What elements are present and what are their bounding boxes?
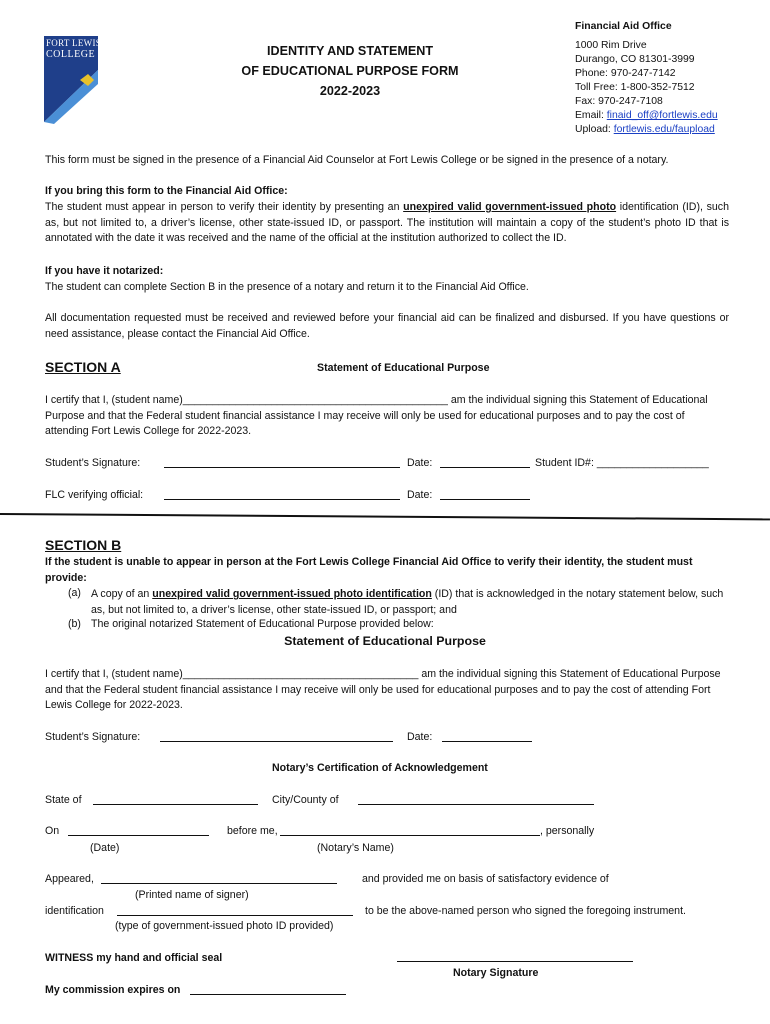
flc-date-line[interactable]: [440, 499, 530, 500]
item-a-marker: (a): [68, 587, 81, 599]
identification-label: identification: [45, 905, 104, 917]
state-label: State of: [45, 794, 82, 806]
section-b-intro: If the student is unable to appear in person at the Fort Lewis College Financial Aid Office to verify their identity, the student must provide:: [45, 556, 693, 584]
section-a-signature-line[interactable]: [164, 467, 400, 468]
section-a-student-id[interactable]: Student ID#: ___________________: [535, 457, 709, 469]
identification-line[interactable]: [117, 915, 353, 916]
section-b-signature-line[interactable]: [160, 741, 393, 742]
email-line: [575, 110, 718, 121]
evidence-text: and provided me on basis of satisfactory evidence of: [362, 873, 609, 885]
flc-official-label: FLC verifying official:: [45, 489, 144, 501]
notary-signature-caption: Notary Signature: [453, 967, 539, 979]
section-b-certify: I certify that I, (student name)________________________________________ am the individual signing this Statement of Educational Purpose and that the Federal student financial assistance I may receive will only be used for educational purposes and to pay the cost of attending Fort Lewis College for 2022-2023.: [45, 668, 721, 712]
office-instructions-text: [45, 200, 729, 247]
office-name: Financial Aid Office: [575, 21, 672, 32]
witness-text: WITNESS my hand and official seal: [45, 952, 223, 964]
form-title-year: 2022-2023: [319, 84, 381, 98]
logo-text-line1: FORT LEWIS: [46, 38, 102, 48]
appeared-line[interactable]: [101, 883, 337, 884]
date-caption: (Date): [90, 842, 120, 854]
to-be-text: to be the above-named person who signed the foregoing instrument.: [365, 905, 686, 917]
commission-label: My commission expires on: [45, 984, 181, 996]
notary-heading: Notary’s Certification of Acknowledgement: [272, 762, 488, 774]
phone: Phone: 970-247-7142: [575, 68, 676, 79]
notarized-heading: If you have it notarized:: [45, 265, 164, 277]
flc-official-line[interactable]: [164, 499, 400, 500]
appeared-label: Appeared,: [45, 873, 94, 885]
section-a-heading: SECTION A: [45, 359, 121, 375]
printed-name-caption: (Printed name of signer): [135, 889, 249, 901]
office-instructions-heading: If you bring this form to the Financial Aid Office:: [45, 185, 288, 197]
office-text-part1: The student must appear in person to verify their identity by presenting an: [45, 201, 404, 213]
fax: Fax: 970-247-7108: [575, 96, 663, 107]
documentation-note: All documentation requested must be received and reviewed before your financial aid can be finalized and disbursed. If you have questions or need assistance, please contact the Financial Aid Office.: [45, 312, 729, 340]
upload-label: Upload:: [575, 124, 614, 135]
county-line[interactable]: [358, 804, 594, 805]
section-a-date-label: Date:: [407, 457, 433, 469]
section-b-date-label: Date:: [407, 731, 433, 743]
before-me-label: before me,: [227, 825, 278, 837]
state-line[interactable]: [93, 804, 258, 805]
address-line2: Durango, CO 81301-3999: [575, 54, 695, 65]
address-line1: 1000 Rim Drive: [575, 40, 647, 51]
item-a-part1: A copy of an: [91, 588, 153, 600]
county-label: City/County of: [272, 794, 339, 806]
notary-name-caption: (Notary’s Name): [317, 842, 394, 854]
item-a-part2: (ID) that is acknowledged in the notary statement below, such as, but not limited to, a driver’s license, other state-issued ID, or passport; and: [91, 588, 724, 616]
toll-free: Toll Free: 1-800-352-7512: [575, 82, 695, 93]
email-label: Email:: [575, 110, 607, 121]
section-b-subtitle: Statement of Educational Purpose: [284, 634, 486, 648]
office-text-emphasis: unexpired valid government-issued photo: [403, 201, 617, 213]
item-b-text: The original notarized Statement of Educational Purpose provided below:: [91, 618, 434, 630]
personally-label: , personally: [540, 825, 595, 837]
office-text-part2: identification (ID), such as, but not limited to, a driver’s license, other state-issued ID, or passport. The institution will maintain a copy of the student’s photo ID that is annotated with the date it was received and the name of the official at the institution authorized to collect the ID.: [45, 201, 729, 245]
intro-presence-note: This form must be signed in the presence of a Financial Aid Counselor at Fort Lewis College or be signed in the presence of a notary.: [45, 154, 669, 166]
commission-line[interactable]: [190, 994, 346, 995]
notary-signature-line[interactable]: [397, 961, 633, 962]
form-title-line1: IDENTITY AND STATEMENT: [266, 44, 434, 58]
upload-line: [575, 124, 715, 135]
section-b-signature-label: Student’s Signature:: [45, 731, 141, 743]
section-a-date-line[interactable]: [440, 467, 530, 468]
on-label: On: [45, 825, 60, 837]
section-b-date-line[interactable]: [442, 741, 532, 742]
section-a-certify: I certify that I, (student name)_____________________________________________ am the individual signing this Statement of Educational Purpose and that the Federal student financial assistance I may receive will only be used for educational purposes and to pay the cost of attending Fort Lewis College for 2022-2023.: [45, 394, 708, 438]
on-date-line[interactable]: [68, 835, 209, 836]
upload-link[interactable]: fortlewis.edu/faupload: [613, 124, 715, 135]
id-type-caption: (type of government-issued photo ID provided): [115, 920, 334, 932]
form-title-line2: OF EDUCATIONAL PURPOSE FORM: [241, 64, 459, 78]
email-link[interactable]: finaid_off@fortlewis.edu: [606, 110, 718, 121]
section-a-signature-label: Student’s Signature:: [45, 457, 141, 469]
item-b-marker: (b): [68, 618, 81, 630]
logo-text-line2: COLLEGE: [46, 49, 96, 60]
item-a-emphasis: unexpired valid government-issued photo identification: [152, 588, 432, 600]
notarized-text: The student can complete Section B in the presence of a notary and return it to the Financial Aid Office.: [45, 281, 529, 293]
section-a-subtitle: Statement of Educational Purpose: [317, 362, 490, 374]
section-divider: [0, 513, 770, 520]
flc-date-label: Date:: [407, 489, 433, 501]
notary-name-line[interactable]: [280, 835, 540, 836]
item-a-text: [91, 587, 727, 618]
section-b-heading: SECTION B: [45, 537, 122, 553]
